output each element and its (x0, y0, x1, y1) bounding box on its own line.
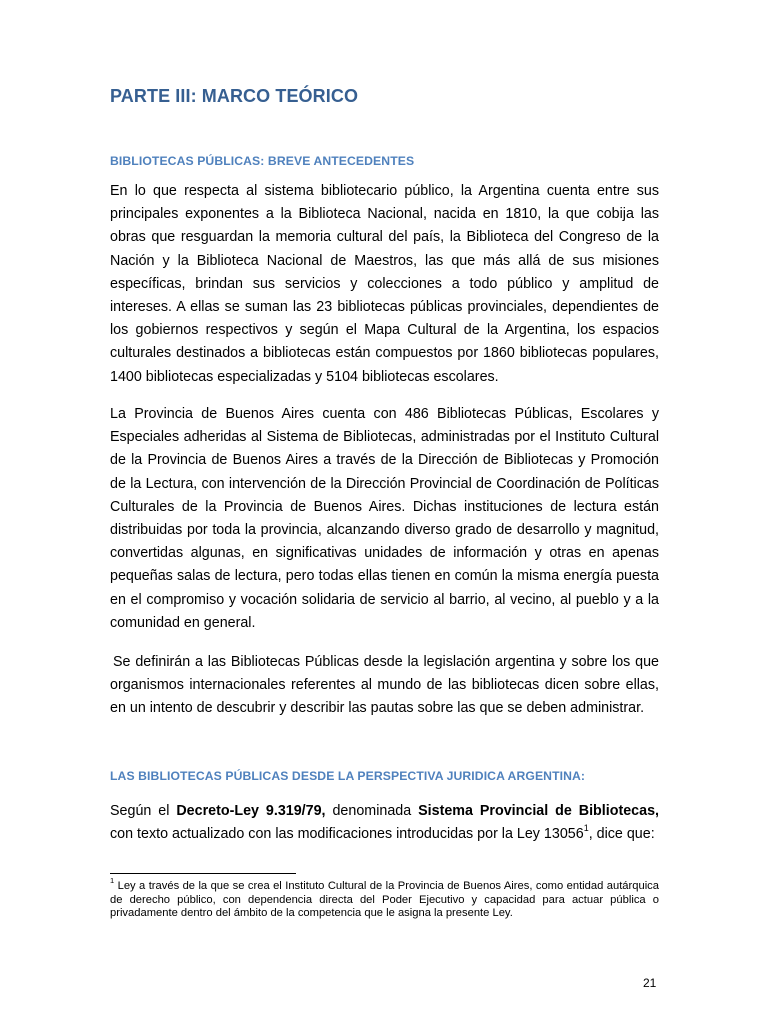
footnote (110, 876, 659, 921)
body-paragraph-decreto (110, 800, 659, 846)
body-paragraph: En lo que respecta al sistema bibliotecario público, la Argentina cuenta entre sus principales exponentes a la Biblioteca Nacional, nacida en 1810, la que cobija las obras que resguardan la memoria cultural del país, la Biblioteca del Congreso de la Nación y la Biblioteca Nacional de Maestros, las que más allá de sus misiones específicas, brindan sus servicios y colecciones a todo público y amplitud de intereses. A ellas se suman las 23 bibliotecas públicas provinciales, dependientes de los gobiernos respectivos y según el Mapa Cultural de la Argentina, los espacios culturales destinados a bibliotecas están compuestos por 1860 bibliotecas populares, 1400 bibliotecas especializadas y 5104 bibliotecas escolares. (110, 183, 659, 385)
body-paragraph: La Provincia de Buenos Aires cuenta con 486 Bibliotecas Públicas, Escolares y Especiales adheridas al Sistema de Bibliotecas, administradas por el Instituto Cultural de la Provincia de Buenos Aires a través de la Dirección de Bibliotecas y Promoción de la Lectura, con intervención de la Dirección Provincial de Coordinación de Políticas Culturales de la Provincia de Buenos Aires. Dichas instituciones de lectura están distribuidas por toda la provincia, alcanzando diverso grado de desarrollo y magnitud, convertidas algunas, en significativas unidades de información y otras en apenas pequeñas salas de lectura, pero todas ellas tienen en común la misma energía puesta en el compromiso y vocación solidaria de servicio al barrio, al vecino, al pueblo y a la comunidad en general. (110, 406, 659, 631)
text-run: Según el (110, 803, 177, 819)
section-heading-antecedentes: BIBLIOTECAS PÚBLICAS: BREVE ANTECEDENTES (110, 154, 415, 168)
footnote-text: Ley a través de la que se crea el Instituto Cultural de la Provincia de Buenos Aires, como entidad autárquica de derecho público, con dependencia directa del Poder Ejecutivo y capacidad para actuar pública o privadamente dentro del ámbito de la competencia que le asigna la presente Ley. (110, 880, 659, 920)
text-run: , dice que: (588, 826, 655, 842)
body-paragraph: Se definirán a las Bibliotecas Públicas desde la legislación argentina y sobre los que organismos internacionales referentes al mundo de las bibliotecas dicen sobre ellas, en un intento de descubrir y describir las pautas sobre las que se deben administrar. (110, 654, 659, 717)
bold-decreto-ley: Decreto-Ley 9.319/79, (176, 803, 326, 819)
section-heading-perspectiva-juridica: LAS BIBLIOTECAS PÚBLICAS DESDE LA PERSPECTIVA JURIDICA ARGENTINA: (110, 769, 586, 783)
bold-sistema-provincial: Sistema Provincial de Bibliotecas, (418, 803, 660, 819)
page-number: 21 (643, 976, 657, 990)
text-run: denominada (325, 803, 419, 819)
footnote-reference[interactable]: 1 (583, 823, 589, 834)
text-run: con texto actualizado con las modificaciones introducidas por la Ley 13056 (110, 826, 584, 842)
footnote-separator (110, 873, 296, 874)
section-title: PARTE III: MARCO TEÓRICO (110, 86, 359, 106)
footnote-marker: 1 (110, 876, 115, 886)
